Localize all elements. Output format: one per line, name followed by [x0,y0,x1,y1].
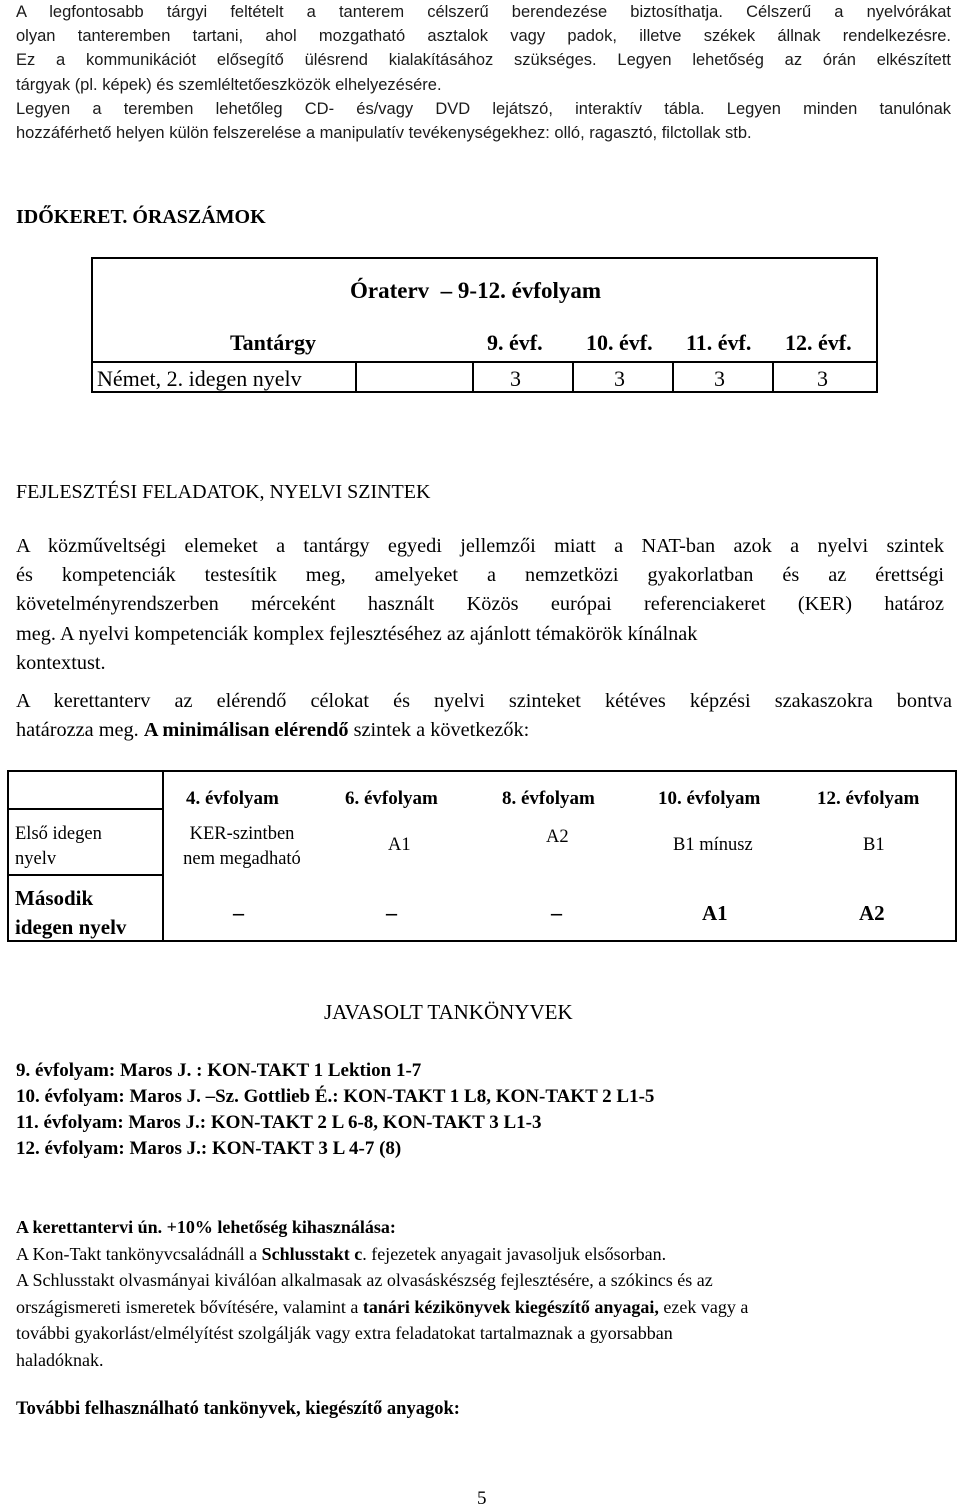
table-divider [355,361,357,393]
tasks-paragraph-2 [16,687,952,745]
schedule-hours: 3 [714,366,725,391]
table-divider [162,770,164,942]
levels-cell: A1 [702,901,728,925]
schedule-grade-header: 9. évf. [487,330,543,355]
table-divider [7,874,162,876]
tasks-line: és kompetenciák testesítik meg, amelyeket a nemzetközi gyakorlatban és az érettségi [16,564,944,587]
emphasis-text: A minimálisan elérendő [143,719,349,742]
intro-line: A legfontosabb tárgyi feltételt a tanterem célszerű berendezése biztosíthatja. Célszerű a nyelvórákat [16,3,951,21]
tasks-line: kontextust. [16,651,106,674]
extra-heading: A kerettantervi ún. +10% lehetőség kihasználása: [16,1217,396,1237]
intro-line: Ez a kommunikációt elősegítő ülésrend kialakításához szükséges. Legyen lehetőség az órán elkészített [16,51,951,70]
intro-line: hozzáférhető helyen külön felszerelése a manipulatív tevékenységekhez: olló, ragasztó, filctollak stb. [16,124,752,143]
levels-cell: A1 [388,835,411,855]
book-item: 12. évfolyam: Maros J.: KON-TAKT 3 L 4-7 (8) [16,1138,402,1159]
tasks-line: követelményrendszerben mérceként használt Közös európai referenciakeret (KER) határoz [16,593,944,616]
tasks-line: A kerettanterv az elérendő célokat és nyelvi szinteket kétéves képzési szakaszokra bontva [16,690,952,712]
levels-cell: – [233,900,244,925]
schedule-grade-header: 11. évf. [686,330,752,355]
text-run: . fejezetek anyagait javasoljuk elsősorban. [362,1243,667,1264]
schedule-hours: 3 [614,366,625,391]
schedule-title: Óraterv – 9-12. évfolyam [350,278,602,303]
tasks-paragraph [16,532,944,678]
section-heading-timeframe: IDŐKERET. ÓRASZÁMOK [16,206,266,228]
book-item: 9. évfolyam: Maros J. : KON-TAKT 1 Lektion 1-7 [16,1060,422,1081]
extra-line: haladóknak. [16,1349,104,1370]
table-divider [772,361,774,393]
levels-header: 6. évfolyam [345,788,438,809]
levels-header: 8. évfolyam [502,788,595,809]
levels-header: 4. évfolyam [186,788,279,809]
levels-cell: B1 mínusz [673,835,753,855]
schedule-hours: 3 [817,366,828,391]
section-heading-books: JAVASOLT TANKÖNYVEK [324,1000,573,1024]
emphasis-text: tanári kézikönyvek kiegészítő anyagai, [362,1296,659,1317]
schedule-grade-header: 12. évf. [785,330,852,355]
levels-row-label: Első idegen nyelv [15,824,102,869]
levels-row-label: Második idegen nyelv [15,886,127,939]
tasks-line: A közműveltségi elemeket a tantárgy egyedi jellemzői miatt a NAT-ban azok a nyelvi szintek [16,535,944,557]
schedule-hours: 3 [510,366,521,391]
emphasis-text: Schlusstakt c [261,1243,363,1264]
extra-section [16,1214,951,1373]
levels-cell: A2 [859,901,885,925]
book-item: 11. évfolyam: Maros J.: KON-TAKT 2 L 6-8, KON-TAKT 3 L1-3 [16,1112,542,1133]
table-divider [7,808,162,810]
levels-cell: – [386,900,397,925]
levels-cell: KER-szintben nem megadható [183,824,301,869]
tasks-line: meg. A nyelvi kompetenciák komplex fejlesztéséhez az ajánlott témakörök kínálnak [16,622,698,645]
intro-line: Legyen a teremben lehetőleg CD- és/vagy DVD lejátszó, interaktív tábla. Legyen minden tanulónak [16,99,951,118]
levels-cell: B1 [863,835,885,855]
book-list [16,1058,654,1162]
intro-line: olyan tanteremben tartani, ahol mozgatható asztalok vagy padok, illetve székek állnak rendelkezésre. [16,27,951,46]
intro-paragraph [16,0,951,145]
book-item: 10. évfolyam: Maros J. –Sz. Gottlieb É.: KON-TAKT 1 L8, KON-TAKT 2 L1-5 [16,1086,655,1107]
text-run: szintek a következők: [348,719,530,742]
tasks-line [16,716,952,745]
levels-header: 10. évfolyam [658,788,761,809]
text-run: ezek vagy a [658,1296,749,1317]
schedule-subject: Német, 2. idegen nyelv [97,366,302,391]
extra-line: további gyakorlást/elmélyítést szolgálják vagy extra feladatokat tartalmaznak a gyorsabban [16,1323,673,1343]
page-number: 5 [477,1488,487,1509]
text-run: A Kon-Takt tankönyvcsaládnáll a [16,1243,262,1264]
schedule-subject-header: Tantárgy [230,330,316,355]
extra-line: A Schlusstakt olvasmányai kiválóan alkalmasak az olvasáskészség fejlesztésére, a szókincs és az [16,1270,713,1290]
further-heading: További felhasználható tankönyvek, kiegészítő anyagok: [16,1399,460,1419]
levels-header: 12. évfolyam [817,788,920,809]
text-run: országismereti ismeretek bővítésére, valamint a [16,1296,363,1317]
levels-cell: – [551,900,562,925]
intro-line: tárgyak (pl. képek) és szemléltetőeszközök elhelyezésére. [16,75,442,94]
text-run: határozza meg. [16,719,144,742]
table-divider [672,361,674,393]
extra-line [16,1294,951,1321]
levels-cell: A2 [546,827,569,847]
table-divider [472,361,474,393]
section-heading-tasks: FEJLESZTÉSI FELADATOK, NYELVI SZINTEK [16,481,431,503]
table-divider [572,361,574,393]
schedule-grade-header: 10. évf. [586,330,653,355]
extra-line [16,1241,951,1268]
